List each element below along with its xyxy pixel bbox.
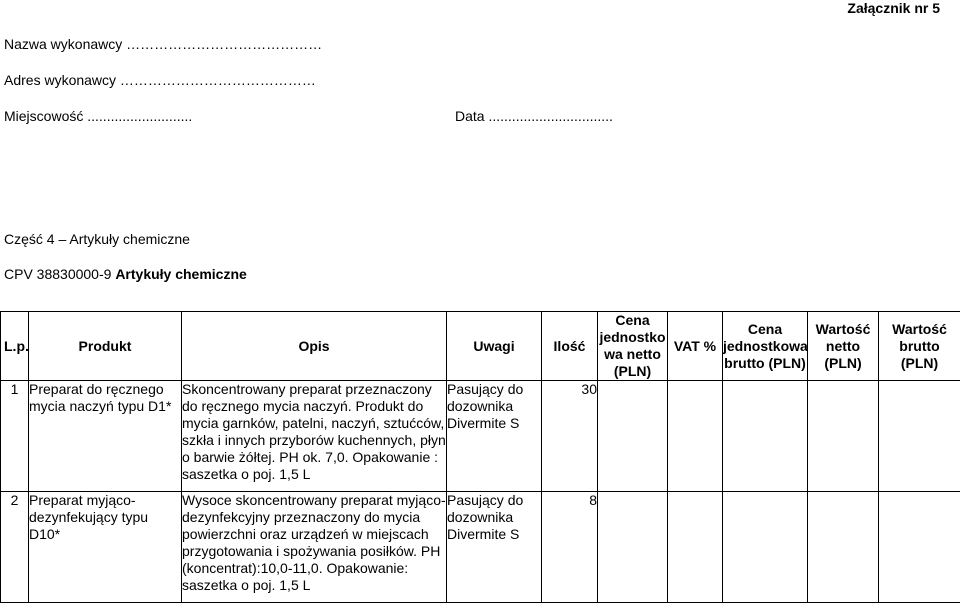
header-unit-gross: Cena jednostkowa brutto (PLN): [723, 312, 808, 381]
row-quantity: 30: [542, 381, 598, 492]
header-product: Produkt: [29, 312, 182, 381]
part-title: Część 4 – Artykuły chemiczne: [4, 231, 190, 247]
row-quantity: 8: [542, 492, 598, 603]
row-unit-gross[interactable]: [723, 381, 808, 492]
row-vat[interactable]: [668, 492, 723, 603]
row-description: Wysoce skoncentrowany preparat myjąco- dezynfekcyjny przeznaczony do mycia powierzchni oraz urządzeń w miejscach przygotowania i spożywania posiłków. PH (koncentrat):10,0-11,0. Opakowanie: saszetka o poj. 1,5 L: [182, 492, 447, 603]
cpv-name: Artykuły chemiczne: [115, 266, 247, 282]
row-unit-net[interactable]: [598, 492, 668, 603]
row-value-gross[interactable]: [879, 381, 960, 492]
row-lp: 2: [1, 492, 29, 603]
table-row: [1, 381, 960, 492]
price-table: [0, 311, 960, 603]
header-lp: L.p.: [1, 312, 29, 381]
table-row: [1, 492, 960, 603]
row-product: Preparat do ręcznego mycia naczyń typu D1*: [29, 381, 182, 492]
header-value-net: Wartość netto (PLN): [808, 312, 879, 381]
header-value-gross: Wartość brutto (PLN): [879, 312, 960, 381]
row-lp: 1: [1, 381, 29, 492]
date-field[interactable]: Data ................................: [455, 108, 613, 124]
row-vat[interactable]: [668, 381, 723, 492]
annex-label: Załącznik nr 5: [847, 0, 940, 16]
row-value-gross[interactable]: [879, 492, 960, 603]
header-description: Opis: [182, 312, 447, 381]
header-vat: VAT %: [668, 312, 723, 381]
row-value-net[interactable]: [808, 381, 879, 492]
header-quantity: Ilość: [542, 312, 598, 381]
cpv-code: CPV 38830000-9: [4, 266, 115, 282]
cpv-line: [4, 266, 247, 282]
row-unit-net[interactable]: [598, 381, 668, 492]
row-value-net[interactable]: [808, 492, 879, 603]
place-field[interactable]: Miejscowość ...........................: [4, 108, 192, 124]
row-unit-gross[interactable]: [723, 492, 808, 603]
contractor-address-field[interactable]: Adres wykonawcy ……………………………………: [4, 72, 316, 88]
header-remarks: Uwagi: [447, 312, 542, 381]
contractor-name-field[interactable]: Nazwa wykonawcy ……………………………………: [4, 36, 322, 52]
row-description: Skoncentrowany preparat przeznaczony do ręcznego mycia naczyń. Produkt do mycia garnków, patelni, naczyń, sztućców, szkła i innych przyborów kuchennych, płyn o barwie żółtej. PH ok. 7,0. Opakowanie : saszetka o poj. 1,5 L: [182, 381, 447, 492]
row-remarks: Pasujący do dozownika Divermite S: [447, 381, 542, 492]
row-product: Preparat myjąco-dezynfekujący typu D10*: [29, 492, 182, 603]
row-remarks: Pasujący do dozownika Divermite S: [447, 492, 542, 603]
header-unit-net: Cena jednostko wa netto (PLN): [598, 312, 668, 381]
table-header-row: [1, 312, 960, 381]
